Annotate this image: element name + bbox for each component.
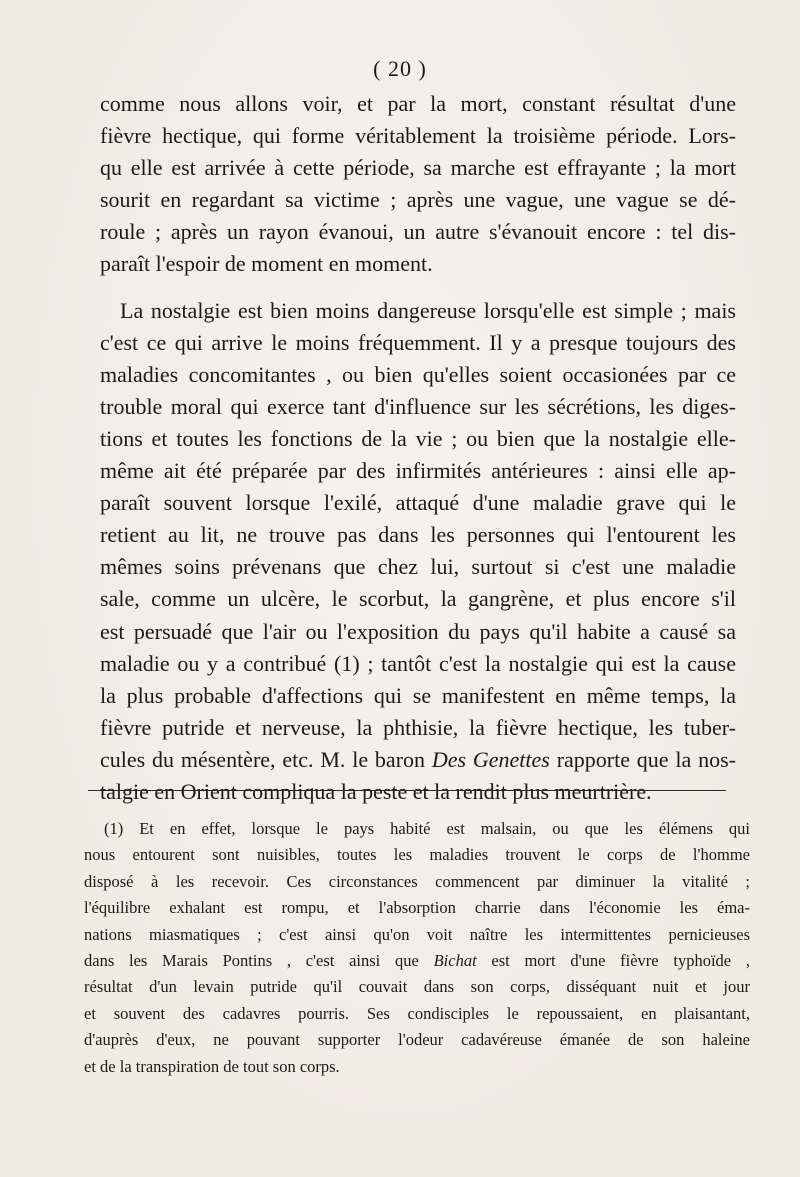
footnote-line: (1) Et en effet, lorsque le pays habité est malsain, ou que les élémens qui [104, 819, 750, 838]
text-line: est persuadé que l'air ou l'exposition du pays qu'il habite a causé sa [100, 618, 736, 644]
text-line: retient au lit, ne trouve pas dans les personnes qui l'entourent les [100, 522, 736, 548]
italic-name: Bichat [433, 950, 477, 970]
text-line: c'est ce qui arrive le moins fréquemment. Il y a presque toujours des [100, 329, 736, 355]
text-line: qu elle est arrivée à cette période, sa marche est effrayante ; la mort [100, 155, 736, 181]
footnote-line: disposé à les recevoir. Ces circonstances commencent par diminuer la vitalité ; [84, 871, 750, 891]
text-line: même ait été préparée par des infirmités antérieures : ainsi elle ap- [100, 458, 736, 484]
text-line: la plus probable d'affections qui se manifestent en même temps, la [100, 682, 736, 708]
text-line: fièvre putride et nerveuse, la phthisie, la fièvre hectique, les tuber- [100, 714, 736, 740]
footnote [84, 816, 750, 1080]
text-line: sourit en regardant sa victime ; après une vague, une vague se dé- [100, 187, 736, 213]
footnote-line-with-italic [84, 948, 750, 974]
page-number: ( 20 ) [373, 56, 427, 81]
main-text [100, 88, 736, 808]
text-run: rapporte que la nos- [549, 746, 736, 772]
footnote-line: et de la transpiration de tout son corps. [84, 1056, 340, 1076]
footnote-line: nous entourent sont nuisibles, toutes les maladies trouvent le corps de l'homme [84, 845, 750, 865]
text-line-with-italic [100, 744, 736, 776]
text-line: sale, comme un ulcère, le scorbut, la gangrène, et plus encore s'il [100, 586, 736, 612]
text-line: paraît l'espoir de moment en moment. [100, 251, 433, 277]
italic-name: Des Genettes [431, 746, 550, 772]
text-line: La nostalgie est bien moins dangereuse lorsqu'elle est simple ; mais [120, 297, 736, 323]
text-line: talgie en Orient compliqua la peste et la rendit plus meurtrière. [100, 778, 652, 804]
text-line: fièvre hectique, qui forme véritablement la troisième période. Lors- [100, 123, 736, 149]
text-run: cules du mésentère, etc. M. le baron [100, 746, 432, 772]
text-line: comme nous allons voir, et par la mort, constant résultat d'une [100, 91, 736, 116]
text-line: paraît souvent lorsque l'exilé, attaqué d'une maladie grave qui le [100, 490, 736, 516]
footnote-line: résultat d'un levain putride qu'il couvait dans son corps, disséquant nuit et jour [84, 977, 750, 997]
text-run: est mort d'une fièvre typhoïde , [476, 950, 750, 970]
footnote-separator [88, 790, 726, 791]
footnote-line: d'auprès d'eux, ne pouvant supporter l'odeur cadavéreuse émanée de son haleine [84, 1030, 750, 1050]
footnote-line: et souvent des cadavres pourris. Ses condisciples le repoussaient, en plaisantant, [84, 1003, 750, 1023]
text-line: trouble moral qui exerce tant d'influence sur les sécrétions, les diges- [100, 393, 736, 419]
text-line: mêmes soins prévenans que chez lui, surtout si c'est une maladie [100, 554, 736, 580]
paragraph-gap [100, 281, 736, 295]
text-line: tions et toutes les fonctions de la vie ; ou bien que la nostalgie elle- [100, 425, 736, 451]
text-run: dans les Marais Pontins , c'est ainsi que [84, 950, 434, 970]
text-line: maladie ou y a contribué (1) ; tantôt c'est la nostalgie qui est la cause [100, 650, 736, 676]
text-line: maladies concomitantes , ou bien qu'elles soient occasionées par ce [100, 361, 736, 387]
footnote-line: l'équilibre exhalant est rompu, et l'absorption charrie dans l'économie les éma- [84, 898, 750, 918]
paragraph-2 [100, 295, 736, 809]
paragraph-1 [100, 88, 736, 281]
text-line: roule ; après un rayon évanoui, un autre s'évanouit encore : tel dis- [100, 219, 736, 245]
footnote-line: nations miasmatiques ; c'est ainsi qu'on voit naître les intermittentes pernicieuses [84, 924, 750, 944]
